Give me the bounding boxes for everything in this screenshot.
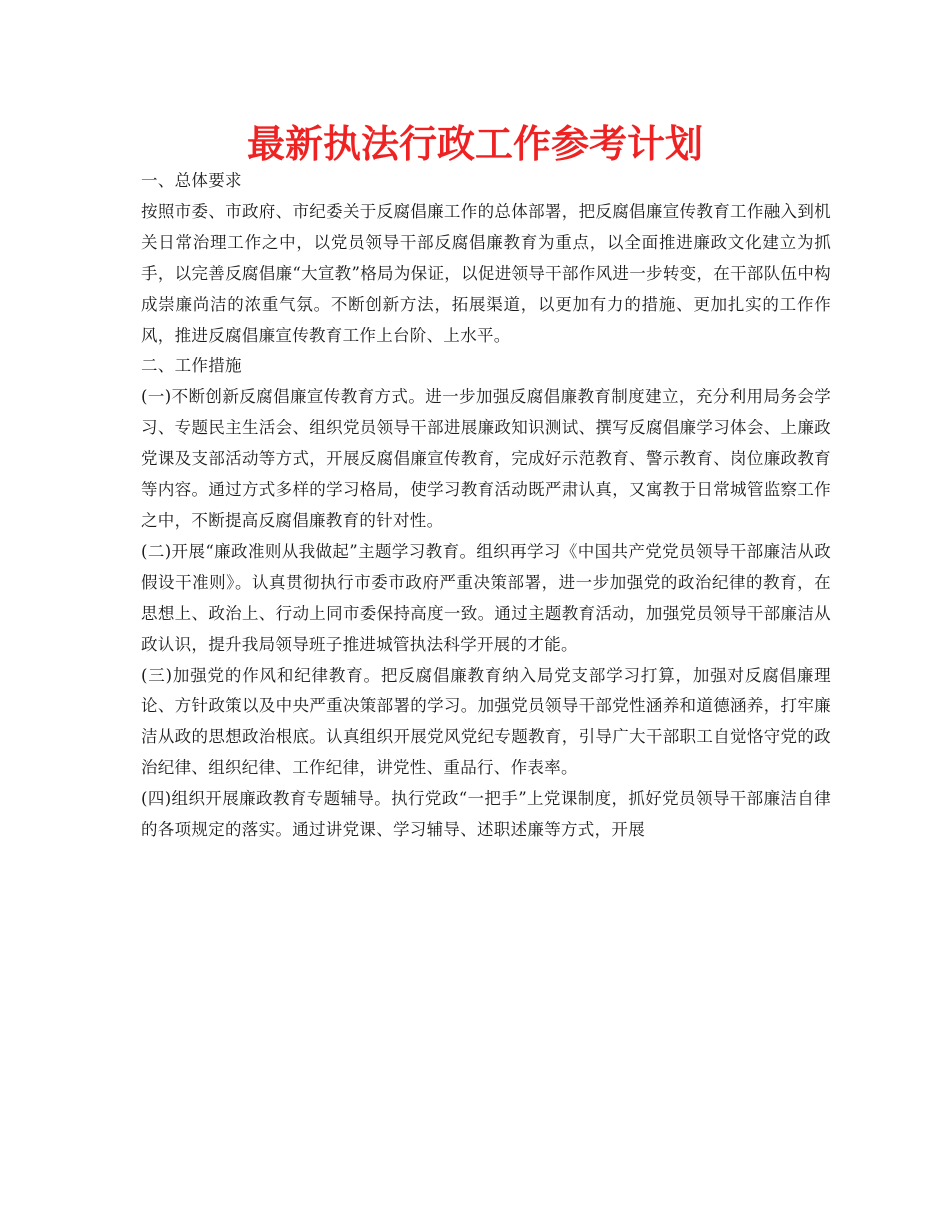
paragraph-measure-4: (四)组织开展廉政教育专题辅导。执行党政“一把手”上党课制度，抓好党员领导干部廉洁自律的各项规定的落实。通过讲党课、学习辅导、述职述廉等方式，开展 xyxy=(141,789,831,840)
document-title: 最新执法行政工作参考计划 xyxy=(246,122,703,166)
paragraph-measure-3: (三)加强党的作风和纪律教育。把反腐倡廉教育纳入局党支部学习打算，加强对反腐倡廉理论、方针政策以及中央严重决策部署的学习。加强党员领导干部党性涵养和道德涵养，打牢廉洁从政的思想政治根底。认真组织开展党风党纪专题教育，引导广大干部职工自觉恪守党的政治纪律、组织纪律、工作纪律，讲党性、重品行、作表率。 xyxy=(141,665,831,778)
section-heading-general-requirements: 一、总体要求 xyxy=(141,171,242,190)
paragraph-measure-1: (一)不断创新反腐倡廉宣传教育方式。进一步加强反腐倡廉教育制度建立，充分利用局务会学习、专题民主生活会、组织党员领导干部进展廉政知识测试、撰写反腐倡廉学习体会、上廉政党课及支部活动等方式，开展反腐倡廉宣传教育，完成好示范教育、警示教育、岗位廉政教育等内容。通过方式多样的学习格局，使学习教育活动既严肃认真，又寓教于日常城管监察工作之中，不断提高反腐倡廉教育的针对性。 xyxy=(141,387,831,530)
section-heading-work-measures: 二、工作措施 xyxy=(141,356,242,376)
document-body xyxy=(141,166,831,846)
paragraph-measure-2: (二)开展“廉政准则从我做起”主题学习教育。组织再学习《中国共产党党员领导干部廉洁从政假设干准则》。认真贯彻执行市委市政府严重决策部署，进一步加强党的政治纪律的教育，在思想上、政治上、行动上同市委保持高度一致。通过主题教育活动，加强党员领导干部廉洁从政认识，提升我局领导班子推进城管执法科学开展的才能。 xyxy=(141,541,831,654)
paragraph-general-requirements: 按照市委、市政府、市纪委关于反腐倡廉工作的总体部署，把反腐倡廉宣传教育工作融入到机关日常治理工作之中，以党员领导干部反腐倡廉教育为重点，以全面推进廉政文化建立为抓手，以完善反腐倡廉“大宣教”格局为保证，以促进领导干部作风进一步转变，在干部队伍中构成崇廉尚洁的浓重气氛。不断创新方法，拓展渠道，以更加有力的措施、更加扎实的工作作风，推进反腐倡廉宣传教育工作上台阶、上水平。 xyxy=(141,201,831,345)
